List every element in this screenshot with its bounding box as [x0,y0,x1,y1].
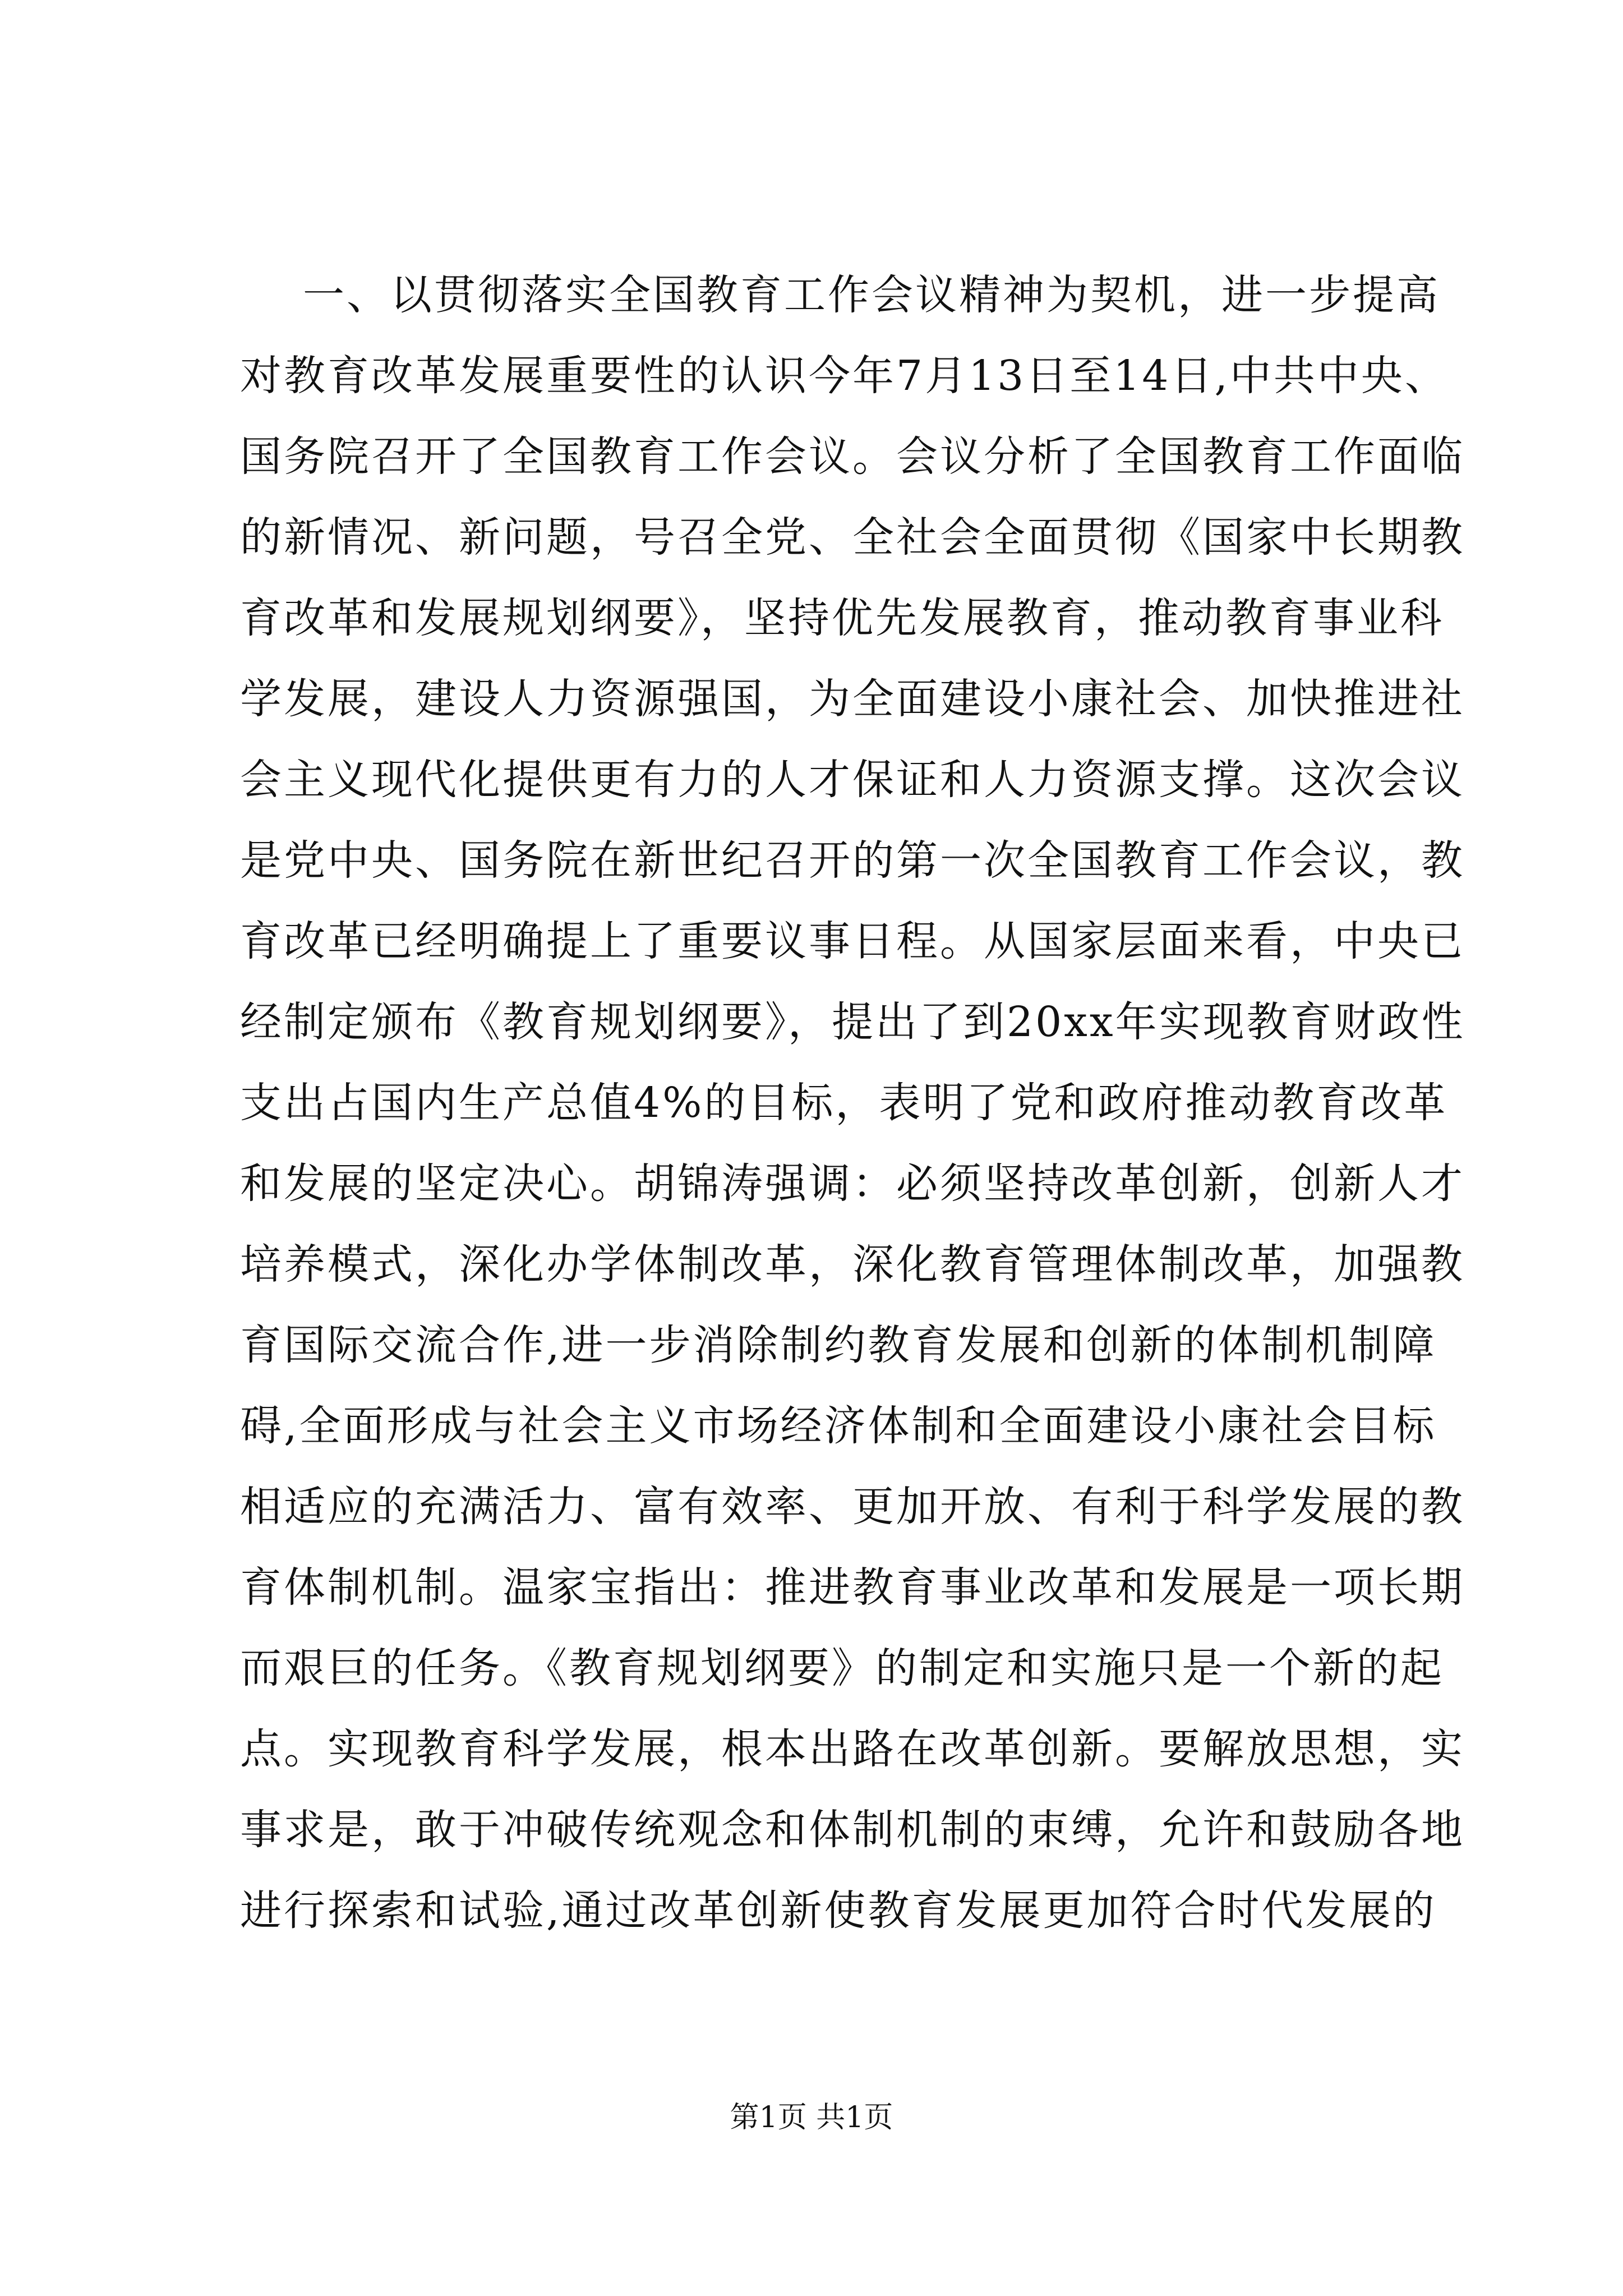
text-line: 育改革和发展规划纲要》，坚持优先发展教育，推动教育事业科 [240,594,1444,642]
text-line: 国务院召开了全国教育工作会议。会议分析了全国教育工作面临 [240,432,1465,481]
page-number-footer: 第1页 共1页 [730,2101,893,2134]
text-line: 的新情况、新问题，号召全党、全社会全面贯彻《国家中长期教 [240,513,1465,562]
text-line: 进行探索和试验,通过改革创新使教育发展更加符合时代发展的 [240,1887,1437,1935]
text-line: 支出占国内生产总值4%的目标，表明了党和政府推动教育改革 [240,1079,1448,1127]
text-line: 培养模式，深化办学体制改革，深化教育管理体制改革，加强教 [240,1240,1465,1289]
text-line: 是党中央、国务院在新世纪召开的第一次全国教育工作会议，教 [240,836,1465,885]
text-line: 相适应的充满活力、富有效率、更加开放、有利于科学发展的教 [240,1483,1465,1531]
text-line: 育改革已经明确提上了重要议事日程。从国家层面来看，中央已 [240,917,1465,965]
text-line: 经制定颁布《教育规划纲要》，提出了到20xx年实现教育财政性 [240,998,1465,1046]
text-line: 点。实现教育科学发展，根本出路在改革创新。要解放思想，实 [240,1725,1465,1773]
text-line: 一、以贯彻落实全国教育工作会议精神为契机，进一步提高 [303,271,1440,319]
text-line: 育体制机制。温家宝指出：推进教育事业改革和发展是一项长期 [240,1563,1465,1612]
text-line: 事求是，敢于冲破传统观念和体制机制的束缚，允许和鼓励各地 [240,1806,1465,1854]
text-line: 育国际交流合作,进一步消除制约教育发展和创新的体制机制障 [240,1321,1437,1369]
text-line: 学发展，建设人力资源强国，为全面建设小康社会、加快推进社 [240,675,1465,723]
text-line: 而艰巨的任务。《教育规划纲要》的制定和实施只是一个新的起 [240,1644,1444,1692]
text-line: 对教育改革发展重要性的认识今年7月13日至14日,中共中央、 [240,352,1449,400]
text-line: 会主义现代化提供更有力的人才保证和人力资源支撑。这次会议 [240,756,1465,804]
text-line: 碍,全面形成与社会主义市场经济体制和全面建设小康社会目标 [240,1402,1437,1450]
text-line: 和发展的坚定决心。胡锦涛强调：必须坚持改革创新，创新人才 [240,1159,1465,1208]
